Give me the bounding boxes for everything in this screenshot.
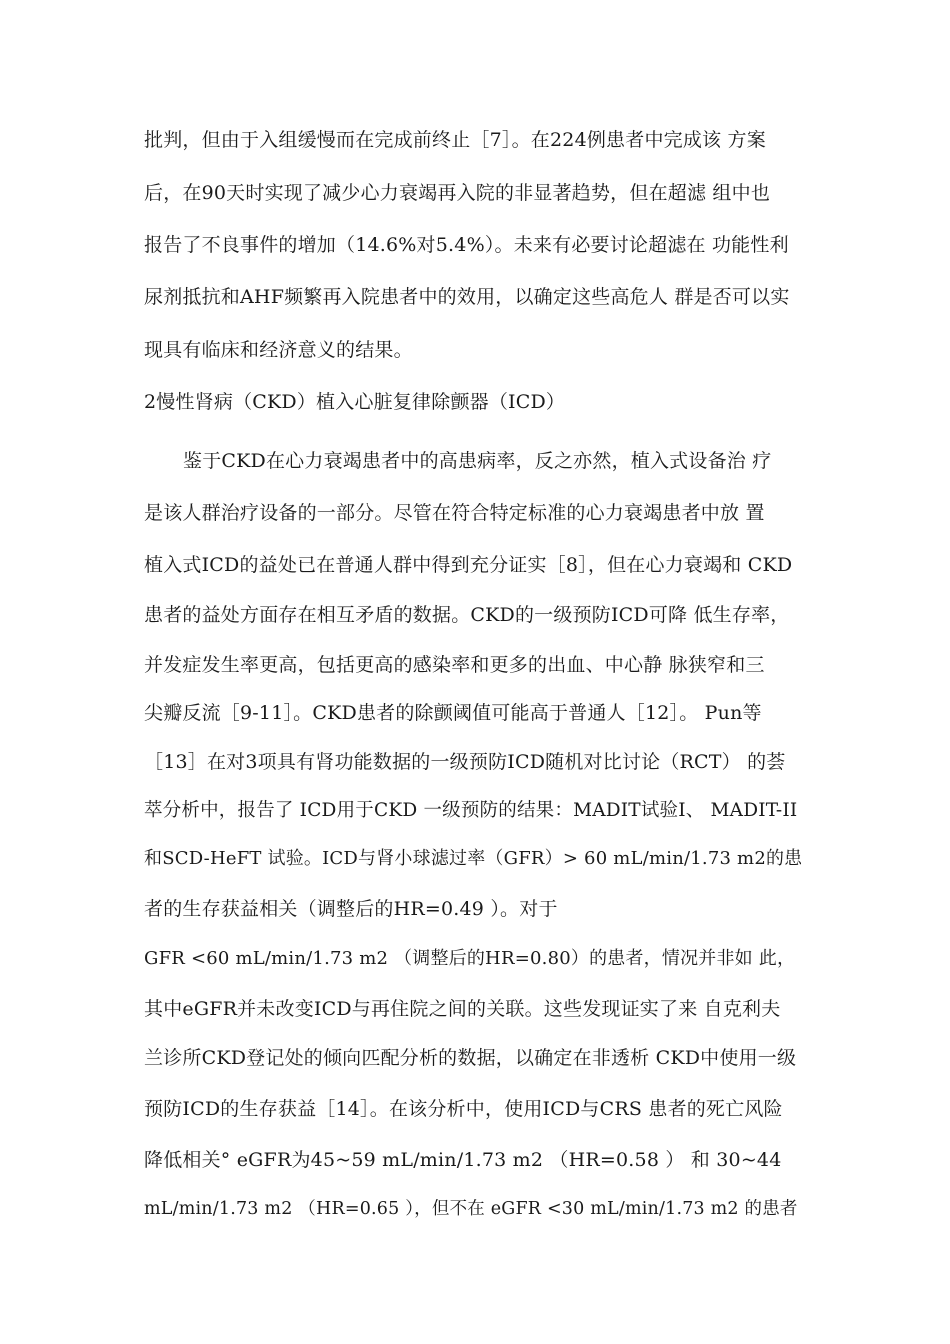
text-line-13: ［13］在对3项具有肾功能数据的一级预防ICD随机对比讨论（RCT） 的荟: [144, 751, 786, 773]
text-line-17: GFR <60 mL/min/1.73 m2 （调整后的HR=0.80）的患者，情况并非如 此，: [144, 948, 796, 969]
text-line-10: 患者的益处方面存在相互矛盾的数据。CKD的一级预防ICD可降 低生存率，: [144, 604, 790, 626]
section-heading: 2慢性肾病（CKD）植入心脏复律除颤器（ICD）: [144, 391, 566, 413]
text-line-4: 尿剂抵抗和AHF频繁再入院患者中的效用，以确定这些高危人 群是否可以实: [144, 286, 790, 308]
text-line-3: 报告了不良事件的增加（14.6%对5.4%）。未来有必要讨论超滤在 功能性利: [144, 234, 789, 256]
text-line-5: 现具有临床和经济意义的结果。: [144, 339, 413, 361]
text-line-12: 尖瓣反流［9-11］。CKD患者的除颤阈值可能高于普通人［12］。 Pun等: [144, 702, 762, 724]
text-line-15: 和SCD-HeFT 试验。ICD与肾小球滤过率（GFR）> 60 mL/min/1.73 m2的患: [144, 848, 803, 869]
text-line-2: 后，在90天时实现了减少心力衰竭再入院的非显著趋势，但在超滤 组中也: [144, 182, 771, 204]
paragraph-first-line: 鉴于CKD在心力衰竭患者中的高患病率，反之亦然，植入式设备治 疗: [183, 450, 772, 472]
text-line-16: 者的生存获益相关（调整后的HR=0.49 ）。对于: [144, 898, 558, 920]
text-line-1: 批判，但由于入组缓慢而在完成前终止［7］。在224例患者中完成该 方案: [144, 129, 766, 151]
text-line-18: 其中eGFR并未改变ICD与再住院之间的关联。这些发现证实了来 自克利夫: [144, 998, 781, 1020]
text-line-11: 并发症发生率更高，包括更高的感染率和更多的出血、中心静 脉狭窄和三: [144, 654, 765, 676]
text-line-9: 植入式ICD的益处已在普通人群中得到充分证实［8］，但在心力衰竭和 CKD: [144, 554, 793, 576]
text-line-8: 是该人群治疗设备的一部分。尽管在符合特定标准的心力衰竭患者中放 置: [144, 502, 765, 524]
text-line-22: mL/min/1.73 m2 （HR=0.65 ），但不在 eGFR <30 mL/min/1.73 m2 的患者: [144, 1199, 798, 1219]
text-line-21: 降低相关° eGFR为45~59 mL/min/1.73 m2 （HR=0.58 ） 和 30~44: [144, 1149, 782, 1171]
text-line-20: 预防ICD的生存获益［14］。在该分析中，使用ICD与CRS 患者的死亡风险: [144, 1098, 783, 1120]
text-line-14: 萃分析中，报告了 ICD用于CKD 一级预防的结果：MADIT试验I、 MADIT-II: [144, 800, 798, 821]
text-line-19: 兰诊所CKD登记处的倾向匹配分析的数据，以确定在非透析 CKD中使用一级: [144, 1047, 797, 1069]
